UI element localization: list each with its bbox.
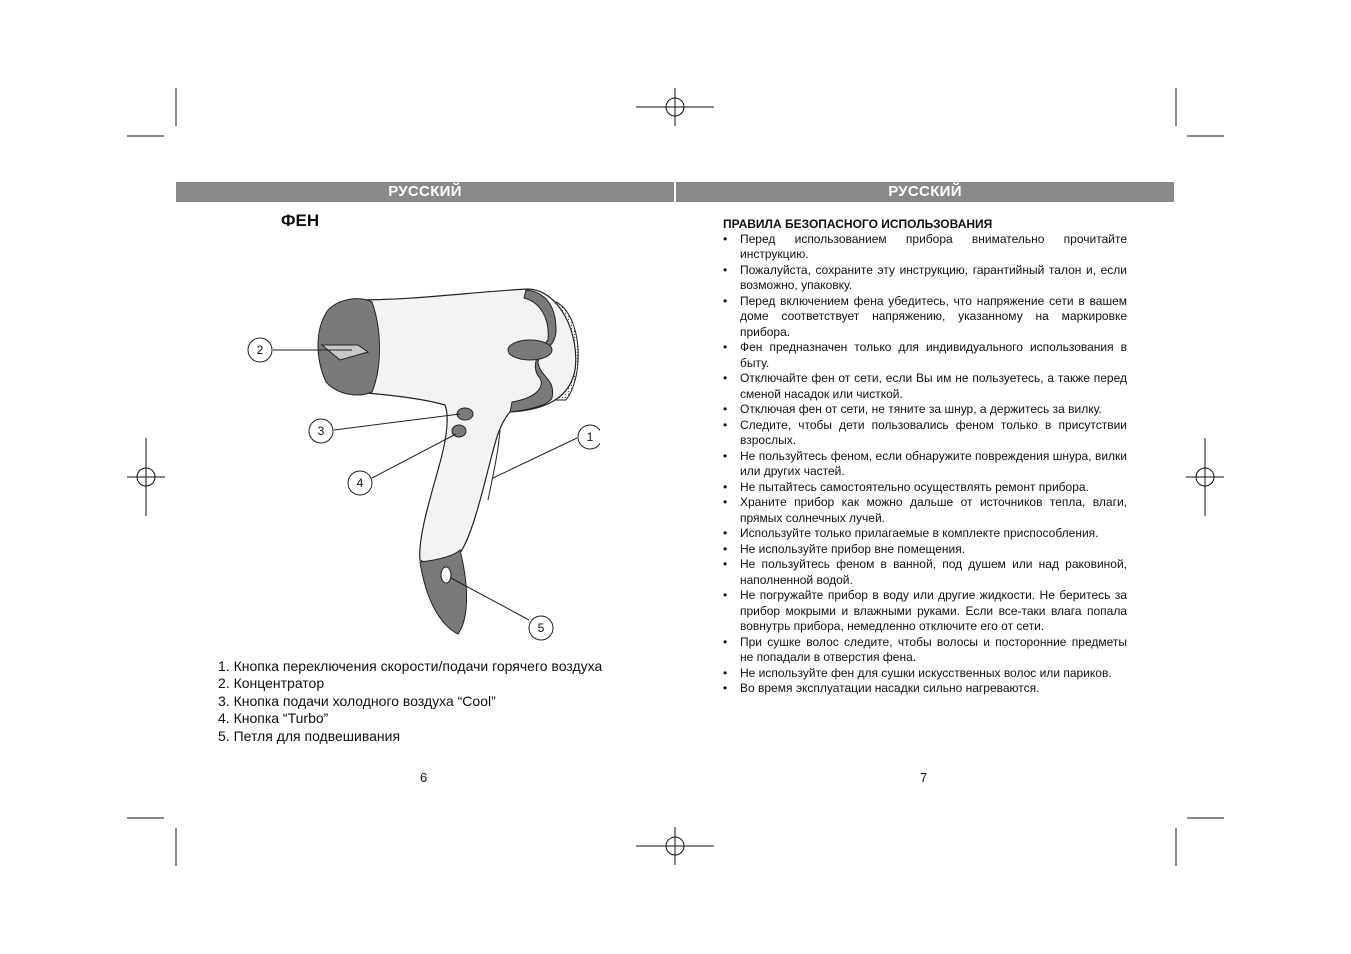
parts-list-item: 2. Концентратор (218, 675, 325, 692)
bullet-glyph: • (723, 293, 728, 308)
rule-text: Отключая фен от сети, не тяните за шнур, а держитесь за вилку. (740, 402, 1102, 417)
rule-item (723, 402, 1127, 417)
rule-text: Пожалуйста, сохраните эту инструкцию, гарантийный талон и, если возможно, упаковку. (740, 262, 1127, 293)
rule-item (723, 263, 1127, 294)
parts-list-item: 1. Кнопка переключения скорости/подачи горячего воздуха (218, 658, 603, 674)
rule-text: Не пользуйтесь феном в ванной, под душем или над раковиной, наполненной водой. (740, 557, 1127, 587)
rule-text: Не используйте прибор вне помещения. (740, 541, 966, 556)
rule-item (723, 418, 1127, 449)
callout-label-3: 3 (317, 424, 325, 438)
parts-list-item: 5. Петля для подвешивания (218, 727, 401, 744)
rule-text: Перед использованием прибора внимательно прочитайте инструкцию. (740, 232, 1127, 262)
callout-label-4: 4 (356, 476, 364, 490)
hanging-loop (420, 550, 467, 634)
rule-item (723, 542, 1127, 557)
rule-text: Отключайте фен от сети, если Вы им не пользуетесь, а также перед сменой насадок или чисткой. (740, 371, 1127, 401)
safety-rules-heading: ПРАВИЛА БЕЗОПАСНОГО ИСПОЛЬЗОВАНИЯ (723, 217, 993, 231)
page-number-left: 6 (420, 770, 428, 785)
registration-target-right (1186, 438, 1224, 516)
language-header-right: РУССКИЙ (676, 182, 1174, 202)
registration-target-left (127, 438, 165, 516)
parts-list-item: 3. Кнопка подачи холодного воздуха “Cool” (218, 692, 496, 709)
callout-label-1: 1 (586, 430, 594, 444)
language-header-left: РУССКИЙ (176, 182, 674, 202)
page-title: ФЕН (281, 211, 320, 230)
bullet-glyph: • (723, 634, 728, 649)
bullet-glyph: • (723, 262, 728, 277)
rule-item (723, 371, 1127, 402)
rule-item (723, 495, 1127, 526)
bullet-glyph: • (723, 541, 728, 556)
rule-text: Перед включением фена убедитесь, что напряжение сети в вашем доме соответствует напряжению, указанному на маркировке прибора. (740, 293, 1127, 339)
rule-item (723, 340, 1127, 371)
rule-item (723, 449, 1127, 480)
rule-item (723, 588, 1127, 634)
bullet-glyph: • (723, 681, 728, 696)
rule-text: При сушке волос следите, чтобы волосы и посторонние предметы не попадали в отверстия фена. (740, 634, 1127, 665)
registration-target-bottom (636, 827, 714, 865)
rule-text: Не погружайте прибор в воду или другие жидкости. Не беритесь за прибор мокрыми и влажными руками. Если все-таки влага попала вовнутрь прибора, немедленно отключите его от сети. (740, 588, 1127, 634)
bullet-glyph: • (723, 495, 728, 510)
rule-text: Не пользуйтесь феном, если обнаружите повреждения шнура, вилки или других частей. (740, 448, 1127, 479)
rule-item (723, 294, 1127, 340)
rule-item (723, 666, 1127, 681)
rule-item (723, 681, 1127, 696)
registration-target-top (636, 88, 714, 126)
safety-rules-list (723, 232, 1127, 697)
page-number-right: 7 (920, 770, 928, 785)
bullet-glyph: • (723, 448, 728, 463)
rule-text: Во время эксплуатации насадки сильно нагреваются. (740, 681, 1040, 696)
rule-text: Храните прибор как можно дальше от источников тепла, влаги, прямых солнечных лучей. (740, 495, 1127, 525)
rule-item (723, 480, 1127, 495)
rule-text: Не пытайтесь самостоятельно осуществлять ремонт прибора. (740, 479, 1089, 494)
bullet-glyph: • (723, 588, 728, 603)
bullet-glyph: • (723, 557, 728, 572)
rule-text: Фен предназначен только для индивидуального использования в быту. (740, 340, 1127, 370)
rule-text: Используйте только прилагаемые в комплекте приспособления. (740, 526, 1099, 541)
bullet-glyph: • (723, 340, 728, 355)
rule-item (723, 635, 1127, 666)
parts-list-item: 4. Кнопка “Turbo” (218, 710, 329, 727)
rule-item (723, 557, 1127, 588)
callout-label-2: 2 (256, 343, 264, 357)
callout-label-5: 5 (537, 621, 545, 635)
rule-item (723, 526, 1127, 541)
rule-text: Следите, чтобы дети пользовались феном только в присутствии взрослых. (740, 417, 1127, 448)
rule-text: Не используйте фен для сушки искусственных волос или париков. (740, 665, 1112, 680)
bullet-glyph: • (723, 402, 728, 417)
parts-list (218, 658, 602, 745)
hair-dryer-diagram (240, 280, 600, 650)
bullet-glyph: • (723, 526, 728, 541)
bullet-glyph: • (723, 371, 728, 386)
bullet-glyph: • (723, 665, 728, 680)
bullet-glyph: • (723, 417, 728, 432)
rule-item (723, 232, 1127, 263)
bullet-glyph: • (723, 479, 728, 494)
bullet-glyph: • (723, 232, 728, 246)
